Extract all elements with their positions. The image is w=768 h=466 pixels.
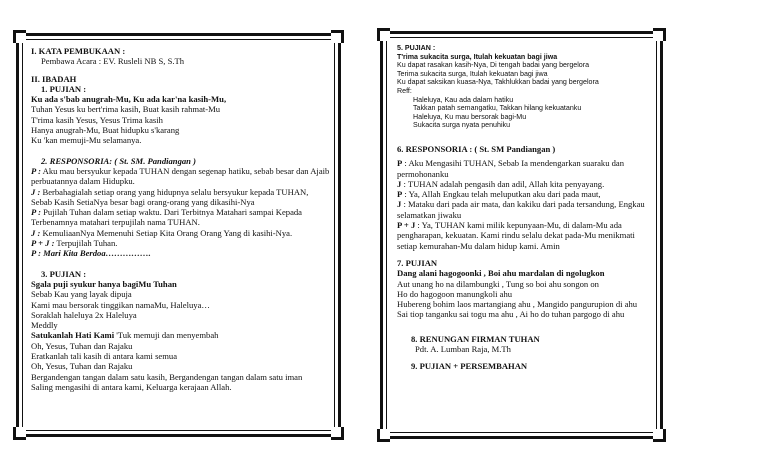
corner-ornament <box>653 28 666 41</box>
right-page <box>380 31 663 439</box>
section-title-ibadah: II. IBADAH <box>31 73 77 84</box>
lyric-line: Dang alani hagogoonki , Boi ahu mardalan di ngolugkon <box>397 268 605 279</box>
left-content <box>31 46 330 392</box>
lyric-line: T'rima sukacita surga, Itulah kekuatan bagi jiwa <box>397 52 558 61</box>
section-title-persembahan: 9. PUJIAN + PERSEMBAHAN <box>411 361 528 372</box>
lyric-line: Oh, Yesus, Tuhan dan Rajaku <box>31 340 133 351</box>
corner-ornament <box>331 30 344 43</box>
song-3b-title-rest: 'Tuk memuji dan menyembah <box>114 330 219 341</box>
responsoria-line <box>397 220 650 251</box>
lyric-line: Ku dapat saksikan kuasa-Nya, Takhlukkan badai yang bergelora <box>397 78 599 87</box>
lyric-line: Ho do hagogoon manungkoli ahu <box>397 288 513 299</box>
responsoria-text: : Ya, TUHAN kami milik kepunyaan-Mu, di dalam-Mu ada pengharapan, kekuatan. Kami rindu selalu dekat pada-Mu menikmati setiap kemurahan-Mu dalam hidup kami. Amin <box>397 220 635 251</box>
responsoria-line <box>31 228 330 238</box>
speaker-label: J <box>397 199 402 210</box>
lyric-line: Sebab Kau yang layak dipuja <box>31 289 132 300</box>
lyric-line: Meddly <box>31 320 58 331</box>
song-3b-title-line <box>31 330 330 340</box>
song-3-title: Sgala puji syukur hanya bagiMu Tuhan <box>31 278 177 289</box>
lyric-line: Ku 'kan memuji-Mu selamanya. <box>31 135 142 146</box>
song-5-lyrics <box>397 53 650 130</box>
subsection-title-responsoria: 2. RESPONSORIA: ( St. SM. Pandiangan ) <box>41 155 196 166</box>
lyric-line: Soraklah haleluya 2x Haleluya <box>31 309 137 320</box>
section-title-kata-pembukaan: I. KATA PEMBUKAAN : <box>31 46 126 56</box>
corner-ornament <box>377 429 390 442</box>
responsoria-line <box>397 199 650 220</box>
speaker-label: P : <box>31 248 41 259</box>
responsoria-lines <box>31 166 330 259</box>
responsoria-text: : Mataku dari pada air mata, dan kakiku dari pada tersandung, Engkau selamatkan jiwaku <box>397 199 645 220</box>
lyric-line: Hubereng bohim laos martangiang ahu , Mangido pangurupion di ahu <box>397 299 638 310</box>
lyric-line: Haleluya, Kau ada dalam hatiku <box>413 95 514 104</box>
speaker-label: J <box>397 178 402 189</box>
lyric-line: Saling mengasihi di antara kami, Keluarga kerajaan Allah. <box>31 381 232 392</box>
responsoria-text: KemuliaanNya Memenuhi Setiap Kita Orang Orang Yang di kasihi-Nya. <box>40 227 293 238</box>
corner-ornament <box>377 28 390 41</box>
responsoria-line <box>397 179 650 189</box>
lyric-line: Haleluya, Ku mau bersorak bagi-Mu <box>413 112 527 121</box>
responsoria-line <box>31 207 330 228</box>
song-1-lyrics <box>31 94 330 145</box>
lyric-line: Sukacita surga nyata penuhiku <box>413 121 511 130</box>
responsoria-line <box>397 189 650 199</box>
lyric-line: Tuhan Yesus ku bert'rima kasih, Buat kasih rahmat-Mu <box>31 104 221 115</box>
lyric-line: Bergandengan tangan dalam satu kasih, Bergandengan tangan dalam satu iman <box>31 371 303 382</box>
lyric-line: Ku ada s'bab anugrah-Mu, Ku ada kar'na kasih-Mu, <box>31 94 227 105</box>
section-title-renungan: 8. RENUNGAN FIRMAN TUHAN <box>411 333 540 344</box>
corner-ornament <box>653 429 666 442</box>
lyric-line: Oh, Yesus, Tuhan dan Rajaku <box>31 361 133 372</box>
song-3-lyrics <box>31 289 330 330</box>
speaker-label: P + J : <box>31 238 55 249</box>
speaker-label: P <box>397 158 403 169</box>
section-title-pujian-7: 7. PUJIAN <box>397 257 438 268</box>
responsoria-line <box>31 187 330 208</box>
subsection-title-pujian-1: 1. PUJIAN : <box>41 83 87 94</box>
responsoria-text: Mari Kita Berdoa……………. <box>40 248 151 259</box>
responsoria-text: Pujilah Tuhan dalam setiap waktu. Dari Terbitnya Matahari sampai Kepada Terbenamnya matahari terpujilah nama TUHAN. <box>31 207 302 228</box>
responsoria-6-lines <box>397 158 650 251</box>
corner-ornament <box>13 30 26 43</box>
left-page <box>16 33 341 437</box>
lyric-line: Ku dapat rasakan kasih-Nya, Di tengah badai yang bergelora <box>397 61 590 70</box>
responsoria-text: : Aku Mengasihi TUHAN, Sebab Ia mendengarkan suaraku dan permohonanku <box>397 158 625 179</box>
lyric-line: Reff: <box>397 86 412 95</box>
responsoria-text: Berbahagialah setiap orang yang hidupnya selalu bersyukur kepada TUHAN, Sebab Kasih SetiaNya besar bagi orang-orang yang dikasihi-Nya <box>31 186 309 207</box>
speaker-label: J : <box>31 186 41 197</box>
speaker-label: P : <box>31 165 41 176</box>
lyric-line: Takkan patah semangatku, Takkan hilang kekuatanku <box>413 104 582 113</box>
song-3b-lyrics <box>31 341 330 392</box>
responsoria-text: Aku mau bersyukur kepada TUHAN dengan segenap hatiku, sebab besar dan Ajaib perbuatannya dalam Hidupku. <box>31 165 330 187</box>
speaker-label: P + J <box>397 220 416 231</box>
right-content <box>397 44 650 372</box>
lyric-line: Hanya anugrah-Mu, Buat hidupku s'karang <box>31 125 180 136</box>
responsoria-line <box>31 238 330 248</box>
responsoria-text: : TUHAN adalah pengasih dan adil, Allah kita penyayang. <box>401 178 605 189</box>
lyric-line: Kami mau bersorak tinggikan namaMu, Haleluya… <box>31 299 210 310</box>
section-title-responsoria-6: 6. RESPONSORIA : ( St. SM Pandiangan ) <box>397 143 556 154</box>
responsoria-line <box>31 248 330 258</box>
speaker-label: P : <box>31 207 41 218</box>
speaker-label: P <box>397 189 403 200</box>
lyric-line: Eratkanlah tali kasih di antara kami semua <box>31 351 178 362</box>
section-line: Pembawa Acara : EV. Rusleli NB S, S.Th <box>41 56 185 67</box>
song-7-lyrics <box>397 268 650 319</box>
subsection-title-pujian-3: 3. PUJIAN : <box>41 268 87 279</box>
responsoria-line <box>397 158 650 179</box>
section-title-pujian-5: 5. PUJIAN : <box>397 44 436 52</box>
responsoria-text: Terpujilah Tuhan. <box>54 238 118 249</box>
song-3b-title: Satukanlah Hati Kami <box>31 330 115 341</box>
responsoria-line <box>31 166 330 187</box>
lyric-line: Terima sukacita surga, Itulah kekuatan bagi jiwa <box>397 69 548 78</box>
lyric-line: T'rima kasih Yesus, Yesus Trima kasih <box>31 114 163 125</box>
lyric-line: Aut unang ho na dilambungki , Tung so boi ahu songon on <box>397 278 599 289</box>
corner-ornament <box>331 427 344 440</box>
preacher-line: Pdt. A. Lumban Raja, M.Th <box>415 343 511 354</box>
lyric-line: Sai tiop tanganku sai togu ma ahu , Ai ho do tuhan pargogo di ahu <box>397 309 625 320</box>
responsoria-text: : Ya, Allah Engkau telah meluputkan aku dari pada maut, <box>402 189 601 200</box>
speaker-label: J : <box>31 227 41 238</box>
corner-ornament <box>13 427 26 440</box>
